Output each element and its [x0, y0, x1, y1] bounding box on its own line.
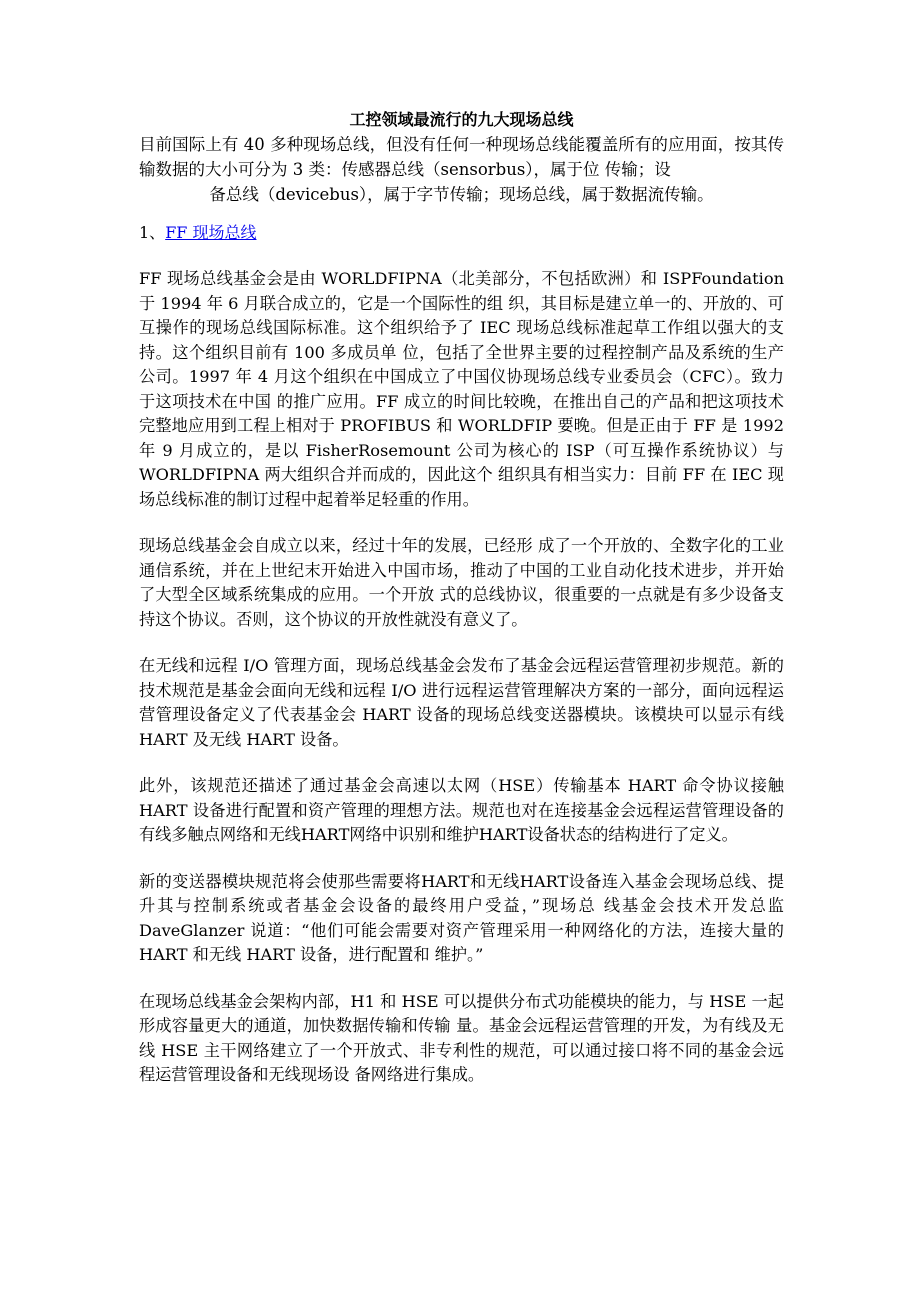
ff-fieldbus-link[interactable]: FF 现场总线 — [165, 223, 257, 242]
paragraph-h1-hse: 在现场总线基金会架构内部，H1 和 HSE 可以提供分布式功能模块的能力，与 HSE 一起形成容量更大的通道，加快数据传输和传输 量。基金会远程运营管理的开发，为有线及无线 HSE 主干网络建立了一个开放式、非专利性的规范，可以通过接口将不同的基金会远程运营管理设备和无线现场设 备网络进行集成。 — [139, 991, 784, 1084]
paragraph-wireless-remote-io: 在无线和远程 I/O 管理方面，现场总线基金会发布了基金会远程运营管理初步规范。新的技术规范是基金会面向无线和远程 I/O 进行远程运营管理解决方案的一部分，面向远程运营管理设备定义了代表基金会 HART 设备的现场总线变送器模块。该模块可以显示有线 HART 及无线 HART 设备。 — [139, 656, 784, 749]
document-title: 工控领域最流行的九大现场总线 — [349, 110, 574, 129]
document-page — [139, 108, 784, 1088]
intro-text: 目前国际上有 40 多种现场总线，但没有任何一种现场总线能覆盖所有的应用面，按其传输数据的大小可分为 3 类：传感器总线（sensorbus），属于位 传输；设 — [139, 135, 784, 179]
paragraph-ff-development: 现场总线基金会自成立以来，经过十年的发展，已经形 成了一个开放的、全数字化的工业通信系统，并在上世纪末开始进入中国市场，推动了中国的工业自动化技术进步，并开始了大型全区域系统集成的应用。一个开放 式的总线协议，很重要的一点就是有多少设备支持这个协议。否则，这个协议的开放性就没有意义了。 — [139, 536, 784, 629]
section-heading-ff — [139, 221, 784, 245]
intro-paragraph — [139, 132, 784, 207]
paragraph-hse-hart: 此外，该规范还描述了通过基金会高速以太网（HSE）传输基本 HART 命令协议接触 HART 设备进行配置和资产管理的理想方法。规范也对在连接基金会远程运营管理设备的有线多触点网络和无线HART网络中识别和维护HART设备状态的结构进行了定义。 — [139, 776, 784, 844]
section-number: 1、 — [139, 223, 166, 242]
paragraph-transmitter-module: 新的变送器模块规范将会使那些需要将HART和无线HART设备连入基金会现场总线、提升其与控制系统或者基金会设备的最终用户受益，”现场总 线基金会技术开发总监 DaveGlanzer 说道：“他们可能会需要对资产管理采用一种网络化的方法，连接大量的 HART 和无线 HART 设备，进行配置和 维护。” — [139, 871, 784, 964]
paragraph-ff-foundation: FF 现场总线基金会是由 WORLDFIPNA（北美部分，不包括欧洲）和 ISPFoundation 于 1994 年 6 月联合成立的，它是一个国际性的组 织，其目标是建立单一的、开放的、可互操作的现场总线国际标准。这个组织给予了 IEC 现场总线标准起草工作组以强大的支持。这个组织目前有 100 多成员单 位，包括了全世界主要的过程控制产品及系统的生产公司。1997 年 4 月这个组织在中国成立了中国仪协现场总线专业委员会（CFC）。致力于这项技术在中国 的推广应用。FF 成立的时间比较晚，在推出自己的产品和把这项技术完整地应用到工程上相对于 PROFIBUS 和 WORLDFIP 要晚。但是正由于 FF 是 1992 年 9 月成立的，是以 FisherRosemount 公司为核心的 ISP（可互操作系统协议）与 WORLDFIPNA 两大组织合并而成的，因此这个 组织具有相当实力：目前 FF 在 IEC 现场总线标准的制订过程中起着举足轻重的作用。 — [139, 269, 784, 509]
intro-last-line: 备总线（devicebus），属于字节传输；现场总线，属于数据流传输。 — [209, 185, 714, 204]
